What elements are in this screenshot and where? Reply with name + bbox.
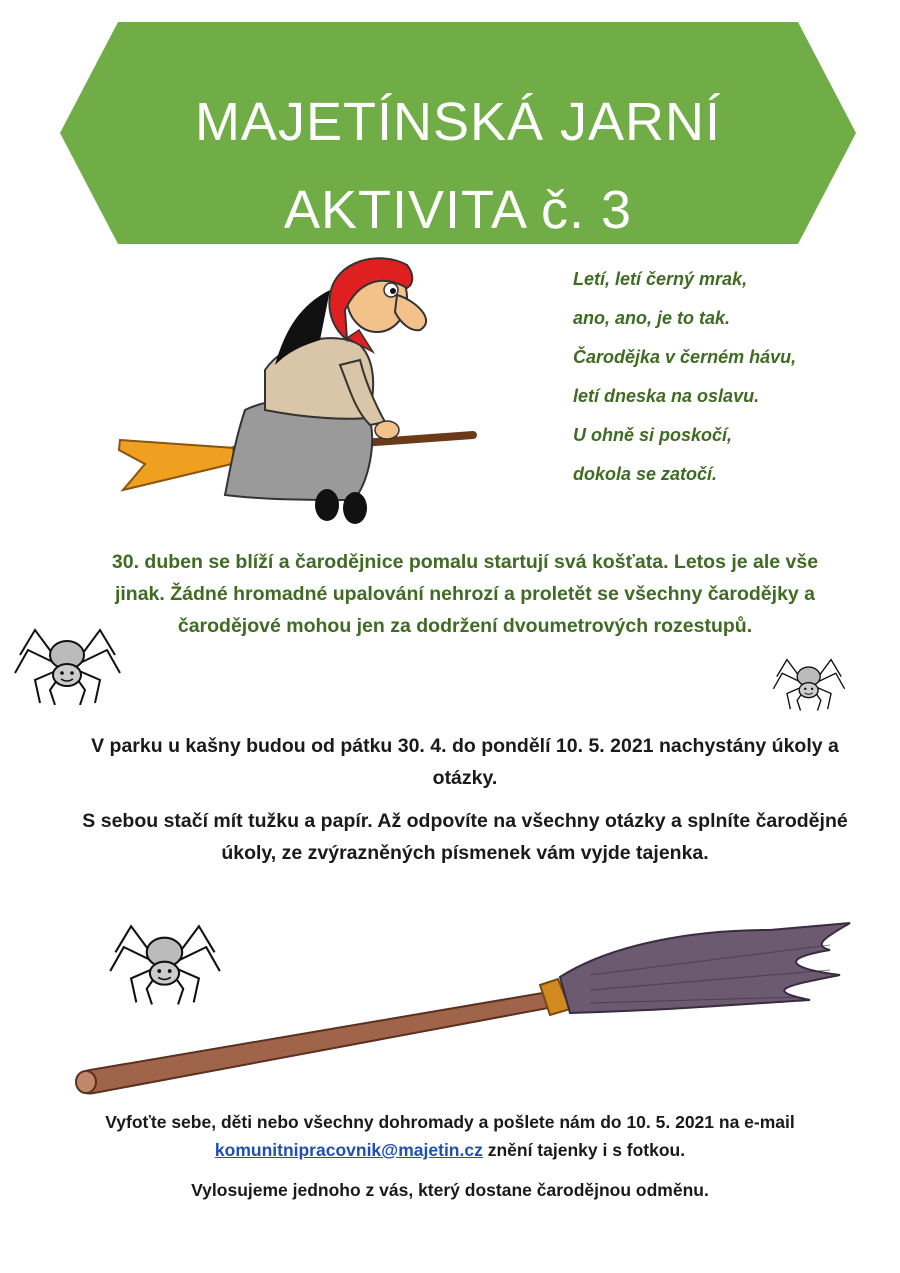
broom-illustration bbox=[70, 905, 860, 1105]
title-line-2: AKTIVITA č. 3 bbox=[283, 180, 633, 240]
footer-line-1: Vyfoťte sebe, děti nebo všechny dohromady a pošlete nám do 10. 5. 2021 na e-mail bbox=[105, 1112, 795, 1132]
poem-line: Letí, letí černý mrak, bbox=[573, 269, 748, 289]
spider-icon bbox=[10, 615, 125, 705]
witch-on-broom-illustration bbox=[115, 250, 485, 530]
poem-line: U ohně si poskočí, bbox=[573, 425, 733, 445]
intro-paragraph: 30. duben se blíží a čarodějnice pomalu startují svá košťata. Letos je ale vše jinak. Žádné hromadné upalování nehrozí a proletět se všechny čarodějky a čarodějové mohou jen za dodržení dvoumetrových rozestupů. bbox=[111, 551, 819, 637]
poem-line: dokola se zatočí. bbox=[573, 464, 718, 484]
poem-line: letí dneska na oslavu. bbox=[573, 386, 760, 406]
poem-line: Čarodějka v černém hávu, bbox=[573, 347, 797, 367]
title-line-1: MAJETÍNSKÁ JARNÍ bbox=[194, 92, 722, 152]
poem-line: ano, ano, je to tak. bbox=[573, 308, 731, 328]
spider-icon bbox=[770, 645, 848, 715]
page-title bbox=[60, 78, 856, 254]
info-paragraph-instructions: S sebou stačí mít tužku a papír. Až odpovíte na všechny otázky a splníte čarodějné úkoly, ze zvýrazněných písmenek vám vyjde tajenka. bbox=[82, 810, 848, 864]
footer-line-3: Vylosujeme jednoho z vás, který dostane čarodějnou odměnu. bbox=[191, 1180, 709, 1200]
info-paragraph-dates: V parku u kašny budou od pátku 30. 4. do pondělí 10. 5. 2021 nachystány úkoly a otázky. bbox=[91, 735, 839, 789]
footer-line-2: znění tajenky i s fotkou. bbox=[482, 1140, 686, 1160]
email-link[interactable]: komunitnipracovnik@majetin.cz bbox=[214, 1140, 483, 1160]
footer-text bbox=[60, 1108, 840, 1164]
poem bbox=[573, 268, 803, 502]
title-banner bbox=[60, 22, 856, 244]
